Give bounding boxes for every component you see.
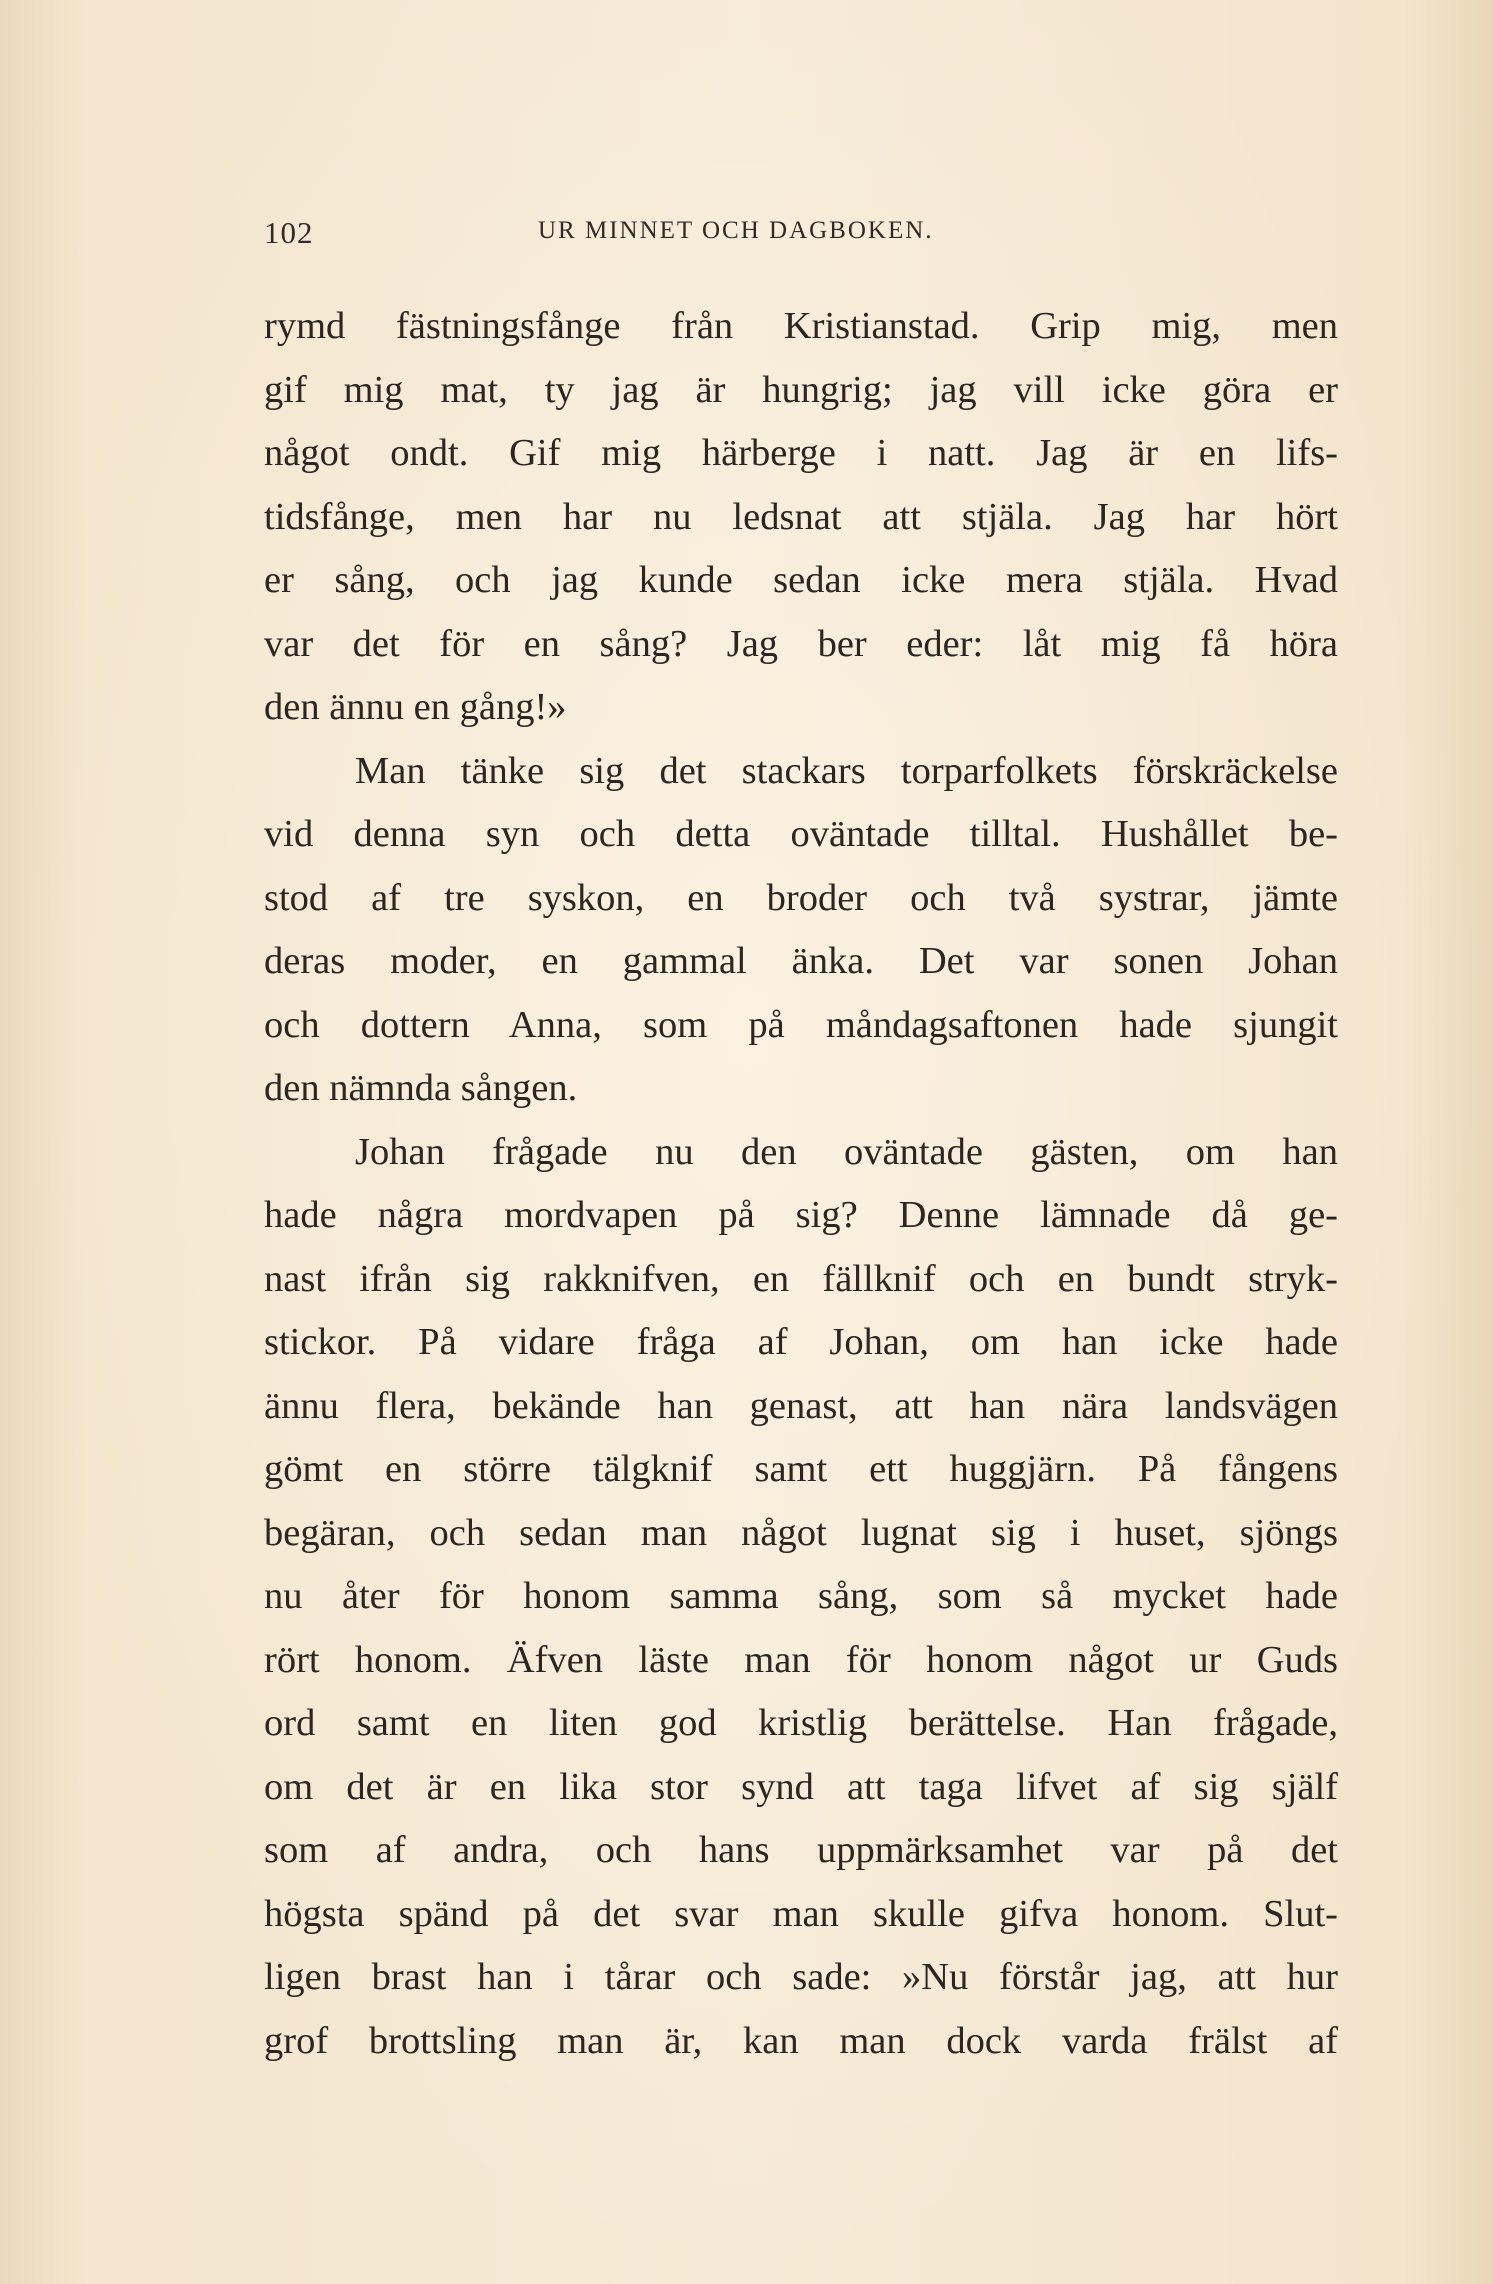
- text-line: stickor. På vidare fråga af Johan, om han icke hade: [264, 1321, 1338, 1363]
- text-line: grof brottsling man är, kan man dock varda frälst af: [264, 2019, 1338, 2062]
- text-line: den nämnda sången.: [264, 1067, 578, 1109]
- text-line: den ännu en gång!»: [264, 686, 567, 728]
- text-line: ligen brast han i tårar och sade: »Nu förstår jag, att hur: [264, 1956, 1338, 1998]
- text-line: begäran, och sedan man något lugnat sig i huset, sjöngs: [264, 1511, 1338, 1554]
- text-line: vid denna syn och detta oväntade tilltal. Hushållet be-: [264, 813, 1338, 855]
- text-line: stod af tre syskon, en broder och två systrar, jämte: [264, 876, 1338, 919]
- text-line: rymd fästningsfånge från Kristianstad. Grip mig, men: [264, 305, 1338, 347]
- text-line: något ondt. Gif mig härberge i natt. Jag är en lifs-: [264, 432, 1338, 474]
- text-line: tidsfånge, men har nu ledsnat att stjäla. Jag har hört: [264, 495, 1338, 538]
- text-line: rört honom. Äfven läste man för honom något ur Guds: [264, 1638, 1338, 1681]
- text-line: ännu flera, bekände han genast, att han nära landsvägen: [264, 1384, 1338, 1427]
- text-line: ord samt en liten god kristlig berättelse. Han frågade,: [264, 1702, 1338, 1744]
- text-line: nast ifrån sig rakknifven, en fällknif och en bundt stryk-: [264, 1257, 1338, 1300]
- text-line: hade några mordvapen på sig? Denne lämnade då ge-: [264, 1194, 1338, 1236]
- text-line: er sång, och jag kunde sedan icke mera stjäla. Hvad: [264, 559, 1338, 601]
- text-line: om det är en lika stor synd att taga lifvet af sig själf: [264, 1765, 1338, 1808]
- paragraph: [264, 295, 1338, 740]
- text-line: Johan frågade nu den oväntade gästen, om han: [355, 1130, 1338, 1173]
- text-line: Man tänke sig det stackars torparfolkets förskräckelse: [355, 749, 1338, 792]
- paragraph: [264, 740, 1338, 1121]
- page-number: 102: [264, 215, 314, 250]
- text-line: var det för en sång? Jag ber eder: låt mig få höra: [264, 622, 1338, 665]
- text-line: nu åter för honom samma sång, som så mycket hade: [264, 1575, 1338, 1617]
- text-line: högsta spänd på det svar man skulle gifva honom. Slut-: [264, 1892, 1338, 1935]
- text-line: gif mig mat, ty jag är hungrig; jag vill icke göra er: [264, 368, 1338, 411]
- text-line: som af andra, och hans uppmärksamhet var på det: [264, 1829, 1338, 1871]
- text-line: och dottern Anna, som på måndagsaftonen hade sjungit: [264, 1003, 1338, 1046]
- running-title: UR MINNET OCH DAGBOKEN.: [538, 217, 934, 244]
- body-text: [264, 295, 1338, 2073]
- text-line: gömt en större tälgknif samt ett huggjärn. På fångens: [264, 1448, 1338, 1490]
- text-line: deras moder, en gammal änka. Det var sonen Johan: [264, 940, 1338, 982]
- running-head: [264, 215, 1338, 255]
- paragraph: [264, 1121, 1338, 2074]
